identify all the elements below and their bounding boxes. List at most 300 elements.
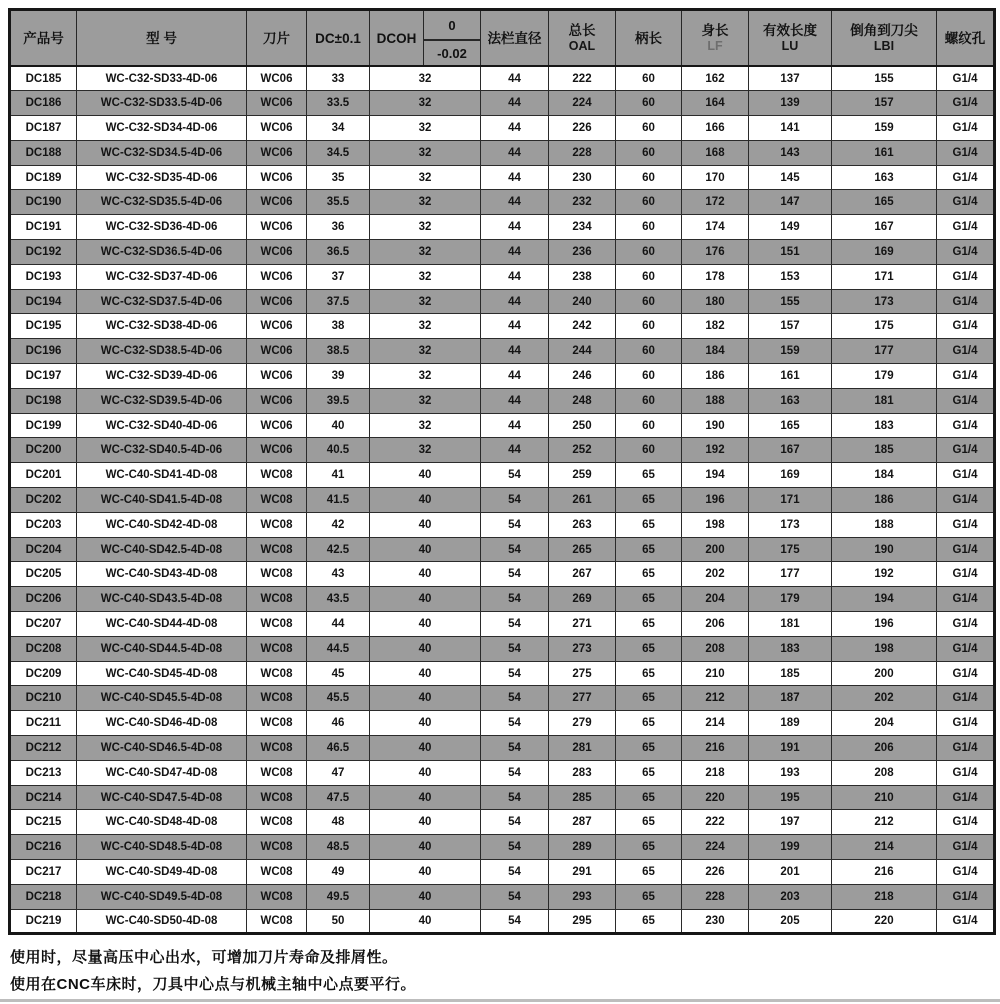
table-cell: 163 xyxy=(832,165,937,190)
table-cell: WC06 xyxy=(247,438,307,463)
table-cell: 65 xyxy=(616,736,682,761)
table-cell: 218 xyxy=(682,760,749,785)
table-cell: 285 xyxy=(549,785,616,810)
table-cell: G1/4 xyxy=(937,562,995,587)
table-cell: 281 xyxy=(549,736,616,761)
table-cell: 295 xyxy=(549,909,616,934)
table-cell: 40 xyxy=(370,760,481,785)
table-cell: 293 xyxy=(549,884,616,909)
table-cell: 60 xyxy=(616,413,682,438)
table-cell: 39 xyxy=(307,364,370,389)
table-cell: 200 xyxy=(832,661,937,686)
table-cell: WC-C32-SD35-4D-06 xyxy=(77,165,247,190)
table-cell: 185 xyxy=(832,438,937,463)
table-cell: 60 xyxy=(616,215,682,240)
table-cell: 32 xyxy=(370,314,481,339)
table-cell: 153 xyxy=(749,264,832,289)
table-cell: G1/4 xyxy=(937,587,995,612)
table-cell: 47 xyxy=(307,760,370,785)
table-row xyxy=(10,140,995,165)
table-cell: WC-C40-SD43-4D-08 xyxy=(77,562,247,587)
table-cell: 44 xyxy=(481,165,549,190)
table-cell: 168 xyxy=(682,140,749,165)
header-insert: 刀片 xyxy=(247,10,307,67)
table-cell: 163 xyxy=(749,388,832,413)
header-oal xyxy=(549,10,616,67)
table-cell: 196 xyxy=(682,488,749,513)
table-cell: 169 xyxy=(832,240,937,265)
table-cell: 60 xyxy=(616,364,682,389)
table-cell: G1/4 xyxy=(937,140,995,165)
table-cell: WC06 xyxy=(247,264,307,289)
table-cell: 218 xyxy=(832,884,937,909)
table-cell: WC08 xyxy=(247,909,307,934)
table-cell: 143 xyxy=(749,140,832,165)
table-cell: 60 xyxy=(616,314,682,339)
table-cell: WC06 xyxy=(247,215,307,240)
table-cell: 44 xyxy=(481,364,549,389)
table-cell: 147 xyxy=(749,190,832,215)
table-cell: G1/4 xyxy=(937,116,995,141)
table-cell: 137 xyxy=(749,66,832,91)
table-cell: WC-C32-SD38.5-4D-06 xyxy=(77,339,247,364)
table-cell: 228 xyxy=(682,884,749,909)
table-cell: WC06 xyxy=(247,388,307,413)
table-cell: WC08 xyxy=(247,636,307,661)
table-cell: 48 xyxy=(307,810,370,835)
table-cell: DC209 xyxy=(10,661,77,686)
table-cell: G1/4 xyxy=(937,884,995,909)
table-row xyxy=(10,488,995,513)
table-cell: 190 xyxy=(682,413,749,438)
table-cell: 65 xyxy=(616,463,682,488)
header-product: 产品号 xyxy=(10,10,77,67)
table-cell: 65 xyxy=(616,835,682,860)
header-oal-cn: 总长 xyxy=(568,22,596,38)
table-cell: 44 xyxy=(481,339,549,364)
table-cell: G1/4 xyxy=(937,909,995,934)
table-cell: 206 xyxy=(832,736,937,761)
table-cell: 65 xyxy=(616,884,682,909)
table-cell: 32 xyxy=(370,339,481,364)
table-cell: 65 xyxy=(616,860,682,885)
table-cell: 33 xyxy=(307,66,370,91)
table-cell: DC185 xyxy=(10,66,77,91)
table-cell: 222 xyxy=(549,66,616,91)
table-cell: DC219 xyxy=(10,909,77,934)
table-row xyxy=(10,835,995,860)
table-cell: G1/4 xyxy=(937,190,995,215)
table-cell: DC202 xyxy=(10,488,77,513)
table-cell: 54 xyxy=(481,488,549,513)
table-cell: 204 xyxy=(682,587,749,612)
table-cell: 48.5 xyxy=(307,835,370,860)
table-row xyxy=(10,66,995,91)
table-cell: 65 xyxy=(616,909,682,934)
table-cell: 65 xyxy=(616,785,682,810)
table-cell: 200 xyxy=(682,537,749,562)
table-cell: WC06 xyxy=(247,116,307,141)
table-cell: 54 xyxy=(481,810,549,835)
table-cell: 186 xyxy=(832,488,937,513)
table-cell: G1/4 xyxy=(937,488,995,513)
table-cell: 44 xyxy=(481,66,549,91)
table-cell: 60 xyxy=(616,388,682,413)
table-cell: WC-C32-SD33-4D-06 xyxy=(77,66,247,91)
table-cell: WC08 xyxy=(247,810,307,835)
table-cell: DC205 xyxy=(10,562,77,587)
table-cell: G1/4 xyxy=(937,636,995,661)
table-cell: G1/4 xyxy=(937,165,995,190)
table-cell: 65 xyxy=(616,760,682,785)
table-cell: 216 xyxy=(832,860,937,885)
table-cell: WC08 xyxy=(247,884,307,909)
table-cell: 44 xyxy=(481,388,549,413)
header-lf xyxy=(682,10,749,67)
table-cell: DC195 xyxy=(10,314,77,339)
table-cell: 54 xyxy=(481,785,549,810)
table-cell: 40 xyxy=(370,686,481,711)
table-cell: 65 xyxy=(616,686,682,711)
table-cell: 32 xyxy=(370,165,481,190)
table-cell: 242 xyxy=(549,314,616,339)
table-cell: 44 xyxy=(481,116,549,141)
table-cell: WC-C32-SD37-4D-06 xyxy=(77,264,247,289)
table-cell: 206 xyxy=(682,612,749,637)
table-row xyxy=(10,165,995,190)
table-cell: 197 xyxy=(749,810,832,835)
table-cell: G1/4 xyxy=(937,785,995,810)
table-cell: WC-C40-SD44.5-4D-08 xyxy=(77,636,247,661)
header-lf-en: LF xyxy=(707,38,723,53)
table-row xyxy=(10,289,995,314)
table-cell: 182 xyxy=(682,314,749,339)
table-cell: 40 xyxy=(370,587,481,612)
table-row xyxy=(10,190,995,215)
table-cell: 259 xyxy=(549,463,616,488)
table-cell: 44 xyxy=(481,91,549,116)
table-cell: 199 xyxy=(749,835,832,860)
table-cell: 65 xyxy=(616,612,682,637)
table-cell: 210 xyxy=(682,661,749,686)
table-cell: WC08 xyxy=(247,562,307,587)
table-cell: WC-C40-SD47-4D-08 xyxy=(77,760,247,785)
table-cell: 240 xyxy=(549,289,616,314)
table-row xyxy=(10,711,995,736)
table-row xyxy=(10,537,995,562)
table-cell: 43 xyxy=(307,562,370,587)
table-row xyxy=(10,388,995,413)
table-cell: 54 xyxy=(481,909,549,934)
table-cell: 60 xyxy=(616,66,682,91)
table-cell: WC-C40-SD48-4D-08 xyxy=(77,810,247,835)
table-cell: 273 xyxy=(549,636,616,661)
table-cell: 291 xyxy=(549,860,616,885)
table-cell: 283 xyxy=(549,760,616,785)
table-cell: 172 xyxy=(682,190,749,215)
table-row xyxy=(10,661,995,686)
table-cell: 169 xyxy=(749,463,832,488)
table-cell: G1/4 xyxy=(937,314,995,339)
table-cell: DC203 xyxy=(10,512,77,537)
table-cell: 44.5 xyxy=(307,636,370,661)
table-cell: 40 xyxy=(370,612,481,637)
table-cell: 177 xyxy=(832,339,937,364)
table-cell: DC211 xyxy=(10,711,77,736)
table-cell: 202 xyxy=(682,562,749,587)
table-row xyxy=(10,909,995,934)
table-cell: WC06 xyxy=(247,140,307,165)
table-cell: WC-C32-SD39.5-4D-06 xyxy=(77,388,247,413)
table-cell: 155 xyxy=(749,289,832,314)
table-cell: 40 xyxy=(370,661,481,686)
table-cell: 204 xyxy=(832,711,937,736)
table-cell: 32 xyxy=(370,116,481,141)
table-cell: 261 xyxy=(549,488,616,513)
table-cell: WC08 xyxy=(247,711,307,736)
table-cell: WC-C40-SD46.5-4D-08 xyxy=(77,736,247,761)
table-cell: WC-C40-SD42-4D-08 xyxy=(77,512,247,537)
header-lf-cn: 身长 xyxy=(701,22,729,38)
table-cell: WC-C40-SD43.5-4D-08 xyxy=(77,587,247,612)
table-cell: WC-C32-SD35.5-4D-06 xyxy=(77,190,247,215)
table-cell: WC-C32-SD33.5-4D-06 xyxy=(77,91,247,116)
table-cell: WC08 xyxy=(247,537,307,562)
table-cell: DC194 xyxy=(10,289,77,314)
table-cell: 141 xyxy=(749,116,832,141)
table-cell: 44 xyxy=(481,240,549,265)
table-cell: 167 xyxy=(832,215,937,240)
table-cell: 32 xyxy=(370,215,481,240)
table-cell: 40 xyxy=(307,413,370,438)
table-cell: 159 xyxy=(832,116,937,141)
table-row xyxy=(10,860,995,885)
header-dc: DC±0.1 xyxy=(307,10,370,67)
table-cell: 32 xyxy=(370,438,481,463)
table-cell: WC06 xyxy=(247,66,307,91)
table-cell: 32 xyxy=(370,190,481,215)
table-cell: 149 xyxy=(749,215,832,240)
table-cell: 157 xyxy=(749,314,832,339)
table-cell: WC08 xyxy=(247,488,307,513)
table-cell: 36.5 xyxy=(307,240,370,265)
table-cell: 40 xyxy=(370,463,481,488)
table-cell: 33.5 xyxy=(307,91,370,116)
table-cell: G1/4 xyxy=(937,413,995,438)
table-cell: 195 xyxy=(749,785,832,810)
table-cell: WC-C40-SD41.5-4D-08 xyxy=(77,488,247,513)
header-tolerance xyxy=(424,10,481,67)
table-cell: WC-C32-SD39-4D-06 xyxy=(77,364,247,389)
table-cell: 40 xyxy=(370,860,481,885)
table-row xyxy=(10,413,995,438)
table-cell: 39.5 xyxy=(307,388,370,413)
table-cell: 190 xyxy=(832,537,937,562)
tolerance-lower-label: -0.02 xyxy=(424,39,480,65)
table-cell: WC-C32-SD36.5-4D-06 xyxy=(77,240,247,265)
header-lu xyxy=(749,10,832,67)
table-cell: 60 xyxy=(616,140,682,165)
table-cell: 35 xyxy=(307,165,370,190)
table-cell: DC199 xyxy=(10,413,77,438)
bottom-divider xyxy=(0,999,1000,1002)
table-cell: WC06 xyxy=(247,240,307,265)
table-cell: 36 xyxy=(307,215,370,240)
table-cell: 269 xyxy=(549,587,616,612)
table-cell: 188 xyxy=(682,388,749,413)
table-cell: 40 xyxy=(370,835,481,860)
table-cell: G1/4 xyxy=(937,264,995,289)
table-cell: 175 xyxy=(832,314,937,339)
table-cell: DC188 xyxy=(10,140,77,165)
table-cell: 49 xyxy=(307,860,370,885)
table-cell: G1/4 xyxy=(937,289,995,314)
table-cell: 54 xyxy=(481,835,549,860)
table-cell: 44 xyxy=(481,413,549,438)
table-cell: DC215 xyxy=(10,810,77,835)
table-cell: 181 xyxy=(749,612,832,637)
table-cell: 289 xyxy=(549,835,616,860)
table-cell: WC08 xyxy=(247,736,307,761)
table-cell: WC06 xyxy=(247,339,307,364)
table-cell: DC216 xyxy=(10,835,77,860)
table-cell: 161 xyxy=(832,140,937,165)
table-cell: WC08 xyxy=(247,835,307,860)
table-cell: 60 xyxy=(616,264,682,289)
table-cell: DC217 xyxy=(10,860,77,885)
table-cell: 44 xyxy=(481,190,549,215)
table-cell: DC210 xyxy=(10,686,77,711)
header-oal-en: OAL xyxy=(568,38,596,53)
table-cell: 201 xyxy=(749,860,832,885)
table-cell: WC06 xyxy=(247,413,307,438)
table-cell: 38.5 xyxy=(307,339,370,364)
table-cell: 65 xyxy=(616,488,682,513)
table-cell: 151 xyxy=(749,240,832,265)
table-cell: 196 xyxy=(832,612,937,637)
table-row xyxy=(10,215,995,240)
table-cell: 65 xyxy=(616,512,682,537)
table-cell: 40 xyxy=(370,785,481,810)
table-cell: 41.5 xyxy=(307,488,370,513)
table-cell: G1/4 xyxy=(937,835,995,860)
table-cell: WC-C32-SD40.5-4D-06 xyxy=(77,438,247,463)
table-cell: 54 xyxy=(481,537,549,562)
table-cell: WC-C40-SD50-4D-08 xyxy=(77,909,247,934)
table-cell: 189 xyxy=(749,711,832,736)
table-row xyxy=(10,785,995,810)
table-row xyxy=(10,562,995,587)
table-cell: 210 xyxy=(832,785,937,810)
note-line-2: 使用在CNC车床时，刀具中心点与机械主轴中心点要平行。 xyxy=(10,976,417,993)
table-cell: DC200 xyxy=(10,438,77,463)
table-cell: DC206 xyxy=(10,587,77,612)
table-cell: 60 xyxy=(616,339,682,364)
table-cell: 60 xyxy=(616,91,682,116)
table-cell: WC08 xyxy=(247,512,307,537)
table-cell: 275 xyxy=(549,661,616,686)
header-lu-en: LU xyxy=(781,38,799,53)
table-cell: 181 xyxy=(832,388,937,413)
table-cell: 44 xyxy=(481,215,549,240)
table-row xyxy=(10,612,995,637)
table-cell: WC-C40-SD42.5-4D-08 xyxy=(77,537,247,562)
table-cell: 165 xyxy=(832,190,937,215)
table-row xyxy=(10,760,995,785)
spec-table-body xyxy=(10,66,995,934)
table-cell: 277 xyxy=(549,686,616,711)
table-cell: 46 xyxy=(307,711,370,736)
table-cell: 216 xyxy=(682,736,749,761)
table-cell: 174 xyxy=(682,215,749,240)
spec-table xyxy=(8,8,996,935)
header-row xyxy=(10,10,995,67)
table-cell: 171 xyxy=(832,264,937,289)
table-row xyxy=(10,636,995,661)
table-cell: 192 xyxy=(682,438,749,463)
table-cell: 54 xyxy=(481,636,549,661)
table-cell: 32 xyxy=(370,140,481,165)
table-cell: 246 xyxy=(549,364,616,389)
table-cell: DC204 xyxy=(10,537,77,562)
table-cell: 54 xyxy=(481,884,549,909)
table-cell: 45.5 xyxy=(307,686,370,711)
table-row xyxy=(10,264,995,289)
table-cell: 244 xyxy=(549,339,616,364)
table-cell: 176 xyxy=(682,240,749,265)
header-lu-cn: 有效长度 xyxy=(763,22,817,38)
table-cell: DC213 xyxy=(10,760,77,785)
table-cell: 54 xyxy=(481,661,549,686)
table-cell: DC193 xyxy=(10,264,77,289)
table-cell: WC-C40-SD49.5-4D-08 xyxy=(77,884,247,909)
table-cell: 60 xyxy=(616,289,682,314)
table-cell: 155 xyxy=(832,66,937,91)
table-cell: WC-C40-SD49-4D-08 xyxy=(77,860,247,885)
table-cell: 49.5 xyxy=(307,884,370,909)
table-cell: G1/4 xyxy=(937,760,995,785)
table-cell: G1/4 xyxy=(937,364,995,389)
table-cell: 32 xyxy=(370,264,481,289)
table-cell: 186 xyxy=(682,364,749,389)
table-cell: 202 xyxy=(832,686,937,711)
table-cell: 37 xyxy=(307,264,370,289)
table-cell: 271 xyxy=(549,612,616,637)
table-cell: 220 xyxy=(682,785,749,810)
table-cell: 40 xyxy=(370,636,481,661)
table-cell: DC201 xyxy=(10,463,77,488)
table-cell: 279 xyxy=(549,711,616,736)
table-cell: 161 xyxy=(749,364,832,389)
table-cell: 171 xyxy=(749,488,832,513)
table-cell: DC218 xyxy=(10,884,77,909)
table-cell: WC08 xyxy=(247,785,307,810)
table-row xyxy=(10,116,995,141)
table-cell: WC-C40-SD44-4D-08 xyxy=(77,612,247,637)
table-cell: G1/4 xyxy=(937,240,995,265)
table-cell: 162 xyxy=(682,66,749,91)
tolerance-upper-label: 0 xyxy=(448,17,456,33)
table-cell: G1/4 xyxy=(937,66,995,91)
header-lbi xyxy=(832,10,937,67)
table-cell: 167 xyxy=(749,438,832,463)
table-cell: 54 xyxy=(481,612,549,637)
table-cell: G1/4 xyxy=(937,512,995,537)
table-cell: 54 xyxy=(481,760,549,785)
table-cell: 54 xyxy=(481,463,549,488)
table-cell: 265 xyxy=(549,537,616,562)
table-cell: G1/4 xyxy=(937,339,995,364)
